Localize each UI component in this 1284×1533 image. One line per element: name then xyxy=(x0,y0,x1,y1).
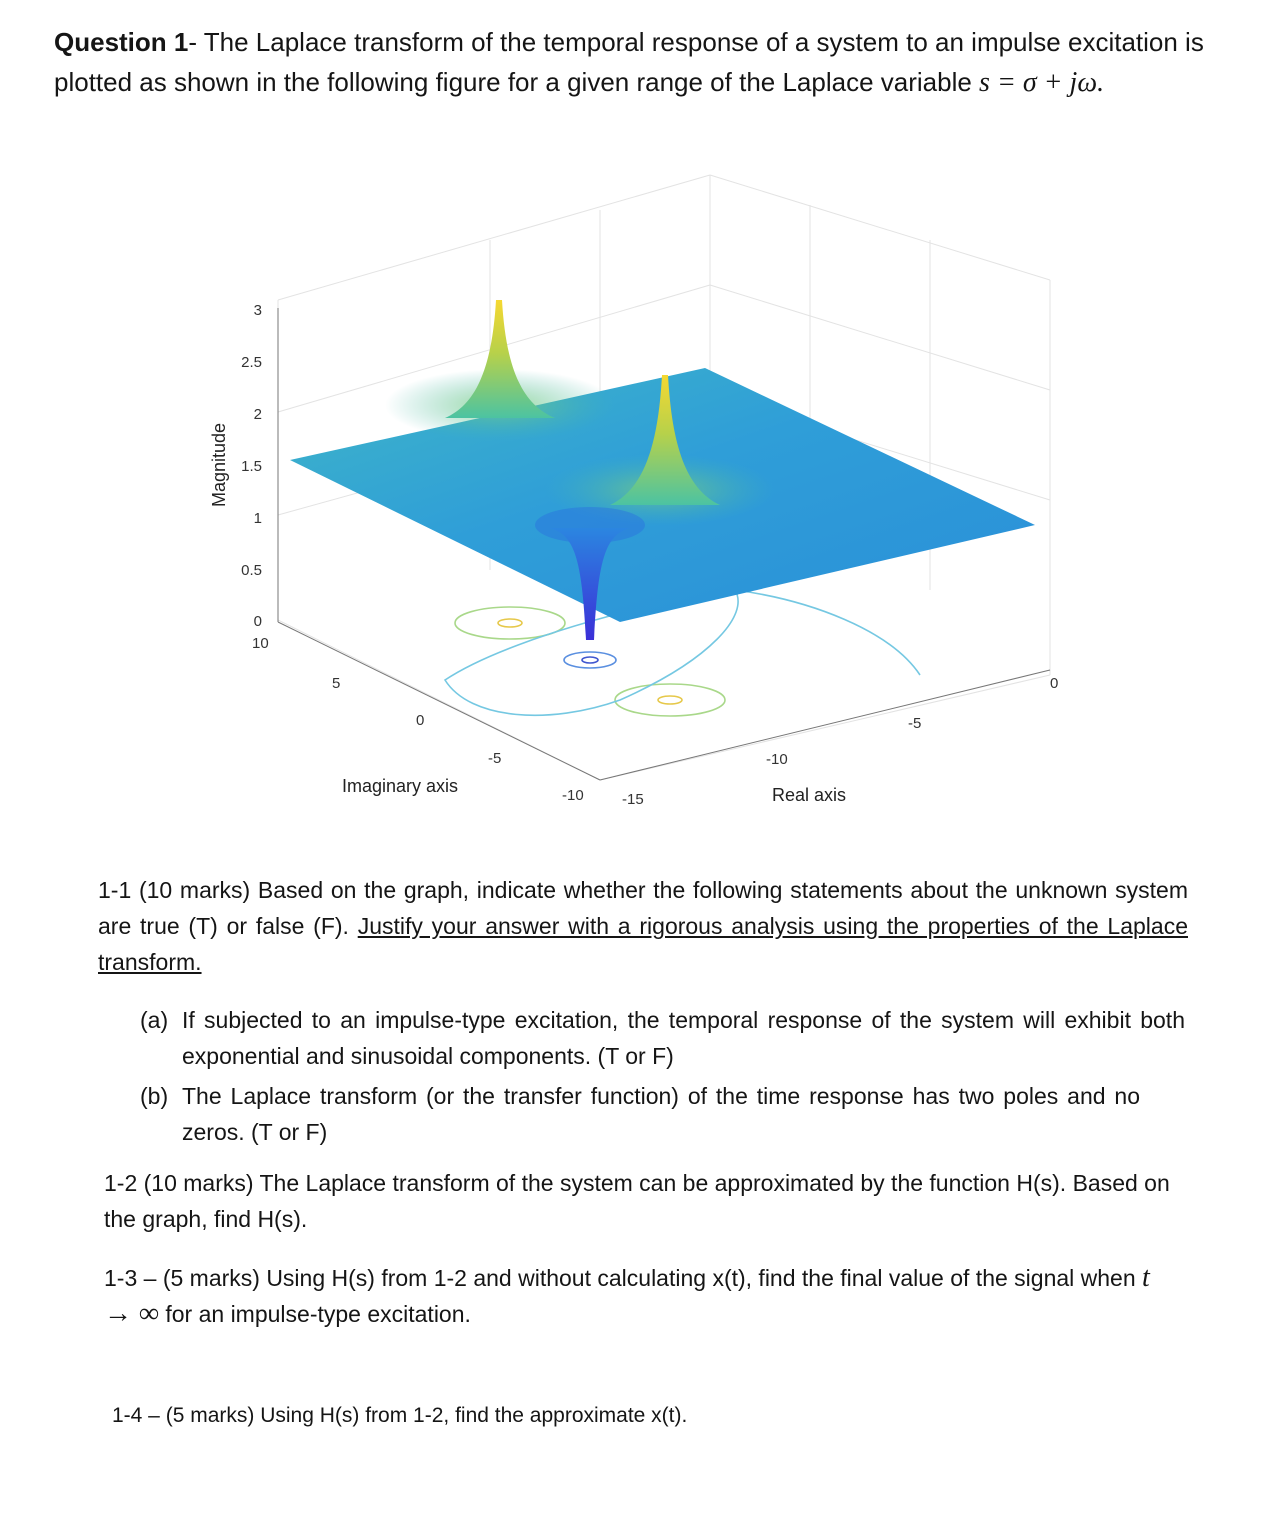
question-header xyxy=(54,22,1254,103)
statement-b xyxy=(140,1078,1140,1150)
statement-label: (b) xyxy=(140,1083,169,1109)
z-tick: 1.5 xyxy=(241,458,262,475)
real-axis xyxy=(600,670,1058,808)
question-intro: - The Laplace transform of the temporal response of a system to an impulse excitation is plotted as shown in the following figure for a given range of the Laplace variable xyxy=(54,27,1204,97)
imag-tick: 10 xyxy=(252,635,269,652)
z-tick: 0 xyxy=(253,613,262,630)
z-axis-label: Magnitude xyxy=(209,422,229,508)
statement-a xyxy=(140,1002,1185,1074)
z-axis xyxy=(209,302,278,630)
floor-contours xyxy=(445,590,920,716)
z-tick: 2.5 xyxy=(241,354,262,371)
z-tick: 1 xyxy=(253,510,262,527)
laplace-variable-formula: s = σ + jω. xyxy=(979,67,1105,98)
part-1-1-instruction: Justify your answer with a rigorous analysis using the properties of the Laplace transform. xyxy=(98,913,1188,975)
part-1-2: 1-2 (10 marks) The Laplace transform of the system can be approximated by the function H(s). Based on the graph, find H(s). xyxy=(104,1170,1170,1232)
imag-tick: 5 xyxy=(332,675,341,692)
z-tick: 3 xyxy=(253,302,262,319)
part-1-3 xyxy=(104,1260,1184,1332)
statement-text: The Laplace transform (or the transfer function) of the time response has two poles and no zeros. (T or F) xyxy=(182,1083,1140,1145)
real-tick: -10 xyxy=(766,751,788,768)
laplace-surface-figure xyxy=(190,160,1060,840)
imaginary-axis-label: Imaginary axis xyxy=(342,776,459,796)
imag-tick: -10 xyxy=(562,787,584,804)
limit-expression: t → ∞ xyxy=(104,1262,1150,1329)
statement-text: If subjected to an impulse-type excitation, the temporal response of the system will exhibit both exponential and sinusoidal components. (T or F) xyxy=(182,1007,1185,1069)
real-tick: -15 xyxy=(622,791,644,808)
real-axis-label: Real axis xyxy=(772,785,847,805)
z-tick: 0.5 xyxy=(241,562,262,579)
part-1-1 xyxy=(98,872,1188,980)
part-1-1-intro: 1-1 (10 marks) Based on the graph, indicate whether the following statements about the unknown system are true (T) or false (F). xyxy=(98,877,1188,939)
real-tick: 0 xyxy=(1050,675,1059,692)
statement-label: (a) xyxy=(140,1007,169,1033)
z-tick: 2 xyxy=(253,406,262,423)
surface-plot xyxy=(190,160,1060,840)
part-1-4: 1-4 – (5 marks) Using H(s) from 1-2, find the approximate x(t). xyxy=(112,1404,688,1427)
question-title: Question 1 xyxy=(54,27,189,57)
imaginary-axis xyxy=(252,622,600,804)
imag-tick: 0 xyxy=(416,712,425,729)
part-1-3-text-end: for an impulse-type excitation. xyxy=(165,1301,471,1327)
part-1-3-text: 1-3 – (5 marks) Using H(s) from 1-2 and without calculating x(t), find the final value of the signal when xyxy=(104,1265,1136,1291)
imag-tick: -5 xyxy=(488,750,502,767)
real-tick: -5 xyxy=(908,715,922,732)
